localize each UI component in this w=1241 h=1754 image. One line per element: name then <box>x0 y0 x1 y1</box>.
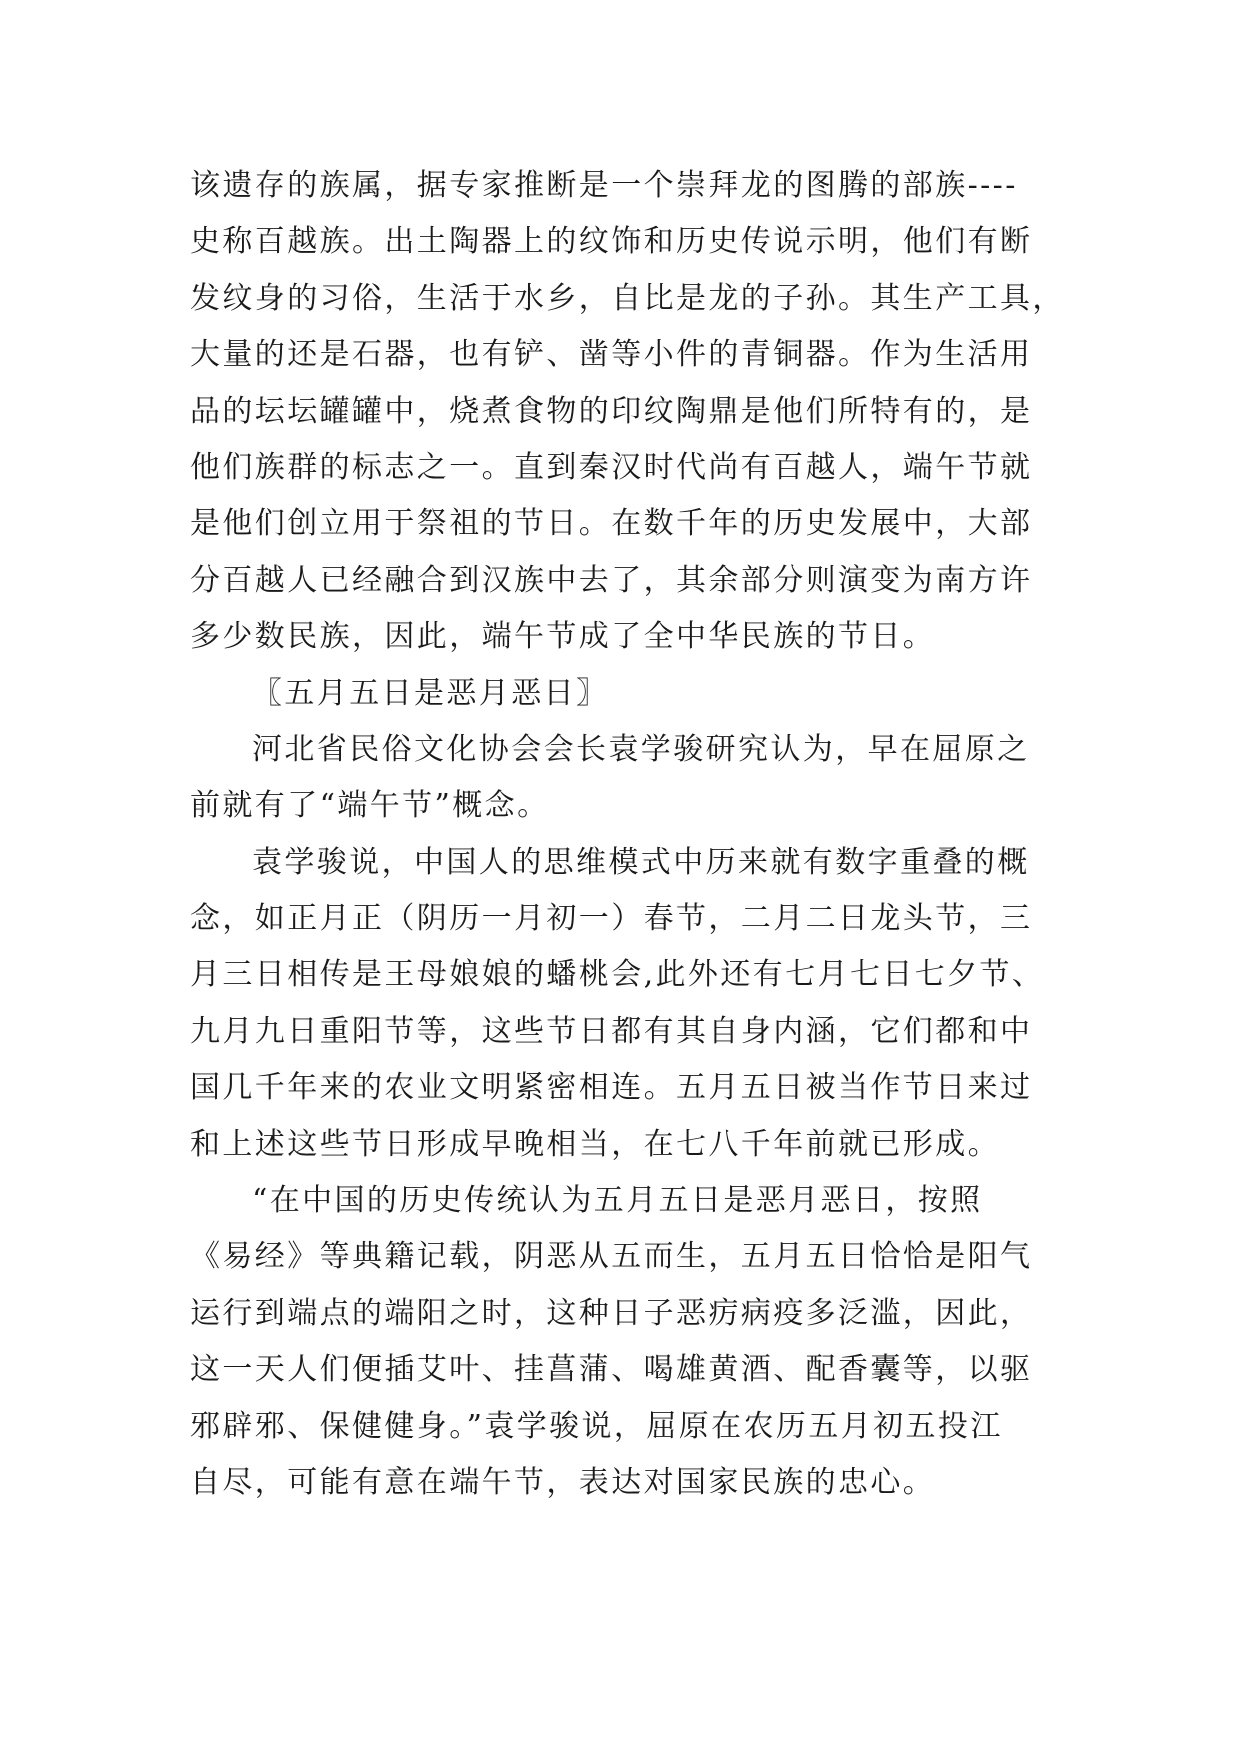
section-heading: 〖五月五日是恶月恶日〗 <box>252 675 609 711</box>
text-line: 这一天人们便插艾叶、挂菖蒲、喝雄黄酒、配香囊等，以驱 <box>190 1352 1033 1388</box>
text-line: 河北省民俗文化协会会长袁学骏研究认为，早在屈原之 <box>252 731 1030 767</box>
text-line: 《易经》等典籍记载，阴恶从五而生，五月五日恰恰是阳气 <box>190 1239 1033 1275</box>
text-line: 是他们创立用于祭祖的节日。在数千年的历史发展中，大部 <box>190 506 1033 542</box>
text-line: 分百越人已经融合到汉族中去了，其余部分则演变为南方许 <box>190 562 1033 598</box>
text-line: 他们族群的标志之一。直到秦汉时代尚有百越人，端午节就 <box>190 449 1033 485</box>
text-line: 国几千年来的农业文明紧密相连。五月五日被当作节日来过 <box>190 1070 1033 1106</box>
text-line: 多少数民族，因此，端午节成了全中华民族的节日。 <box>190 619 936 655</box>
text-line: 邪辟邪、保健健身。”袁学骏说，屈原在农历五月初五投江 <box>190 1408 1003 1444</box>
text-line: 念，如正月正（阴历一月初一）春节，二月二日龙头节，三 <box>190 901 1033 937</box>
text-line: 袁学骏说，中国人的思维模式中历来就有数字重叠的概 <box>252 844 1030 880</box>
text-line: 和上述这些节日形成早晚相当，在七八千年前就已形成。 <box>190 1126 1000 1162</box>
text-line: 该遗存的族属，据专家推断是一个崇拜龙的图腾的部族---- <box>190 168 1018 203</box>
text-line: 自尽，可能有意在端午节，表达对国家民族的忠心。 <box>190 1464 936 1500</box>
text-line: 月三日相传是王母娘娘的蟠桃会,此外还有七月七日七夕节、 <box>190 957 1045 993</box>
text-line: 史称百越族。出土陶器上的纹饰和历史传说示明，他们有断 <box>190 224 1033 260</box>
text-line: 品的坛坛罐罐中，烧煮食物的印纹陶鼎是他们所特有的，是 <box>190 393 1033 429</box>
text-line: 九月九日重阳节等，这些节日都有其自身内涵，它们都和中 <box>190 1013 1033 1049</box>
text-line: 发纹身的习俗，生活于水乡，自比是龙的子孙。其生产工具， <box>190 280 1065 316</box>
text-line: “在中国的历史传统认为五月五日是恶月恶日，按照 <box>252 1183 983 1219</box>
text-line: 前就有了“端午节”概念。 <box>190 788 550 824</box>
document-body <box>190 158 1065 1511</box>
text-line: 运行到端点的端阳之时，这种日子恶疠病疫多泛滥，因此， <box>190 1295 1033 1331</box>
text-line: 大量的还是石器，也有铲、凿等小件的青铜器。作为生活用 <box>190 337 1033 373</box>
